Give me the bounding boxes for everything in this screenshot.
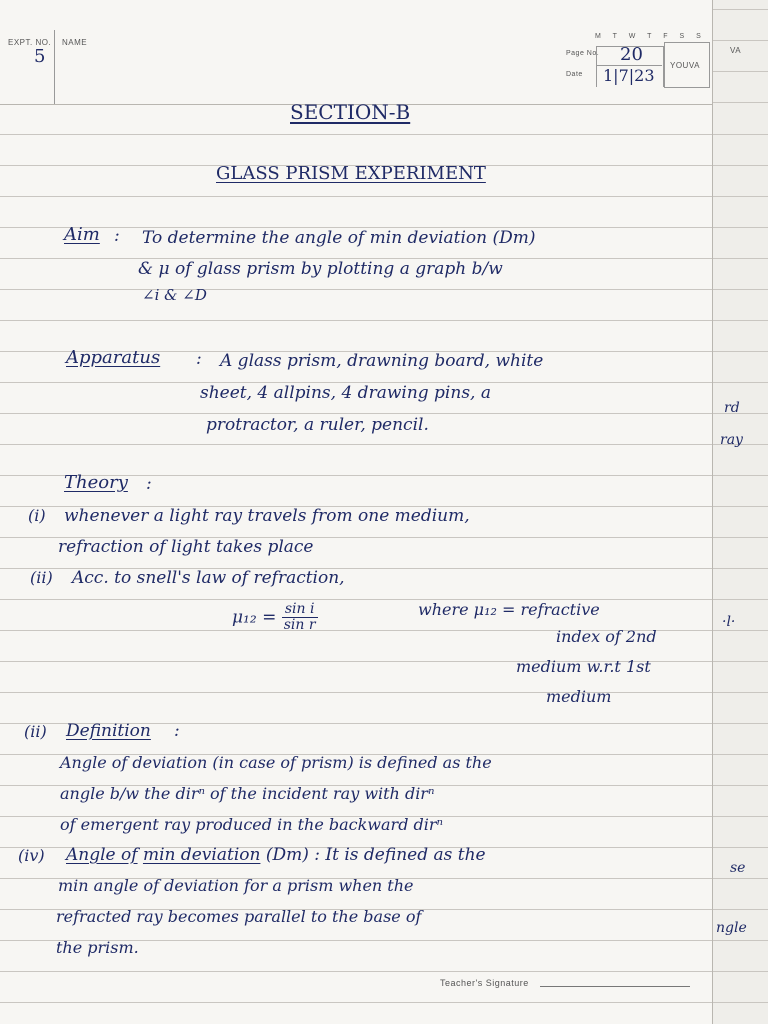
min-deviation-line-4: the prism. <box>56 938 139 957</box>
theory-item-i-marker: (i) <box>28 506 46 525</box>
page-no-label: Page No. <box>566 50 600 57</box>
definition-colon: : <box>174 721 180 741</box>
theory-item-ii-line-1: Acc. to snell's law of refraction, <box>72 568 345 588</box>
side-fragment-c: ·l· <box>722 614 736 630</box>
teacher-signature-label: Teacher's Signature <box>440 978 529 988</box>
date-value: 1|7|23 <box>603 66 655 85</box>
formula-denominator: sin r <box>283 617 316 634</box>
min-deviation-label-3: (Dm) : <box>265 845 320 865</box>
theory-colon: : <box>146 474 152 494</box>
section-title: SECTION-B <box>290 100 411 124</box>
definition-label: Definition <box>66 721 151 741</box>
page-number: 20 <box>620 44 643 65</box>
where-line-3: medium w.r.t 1st <box>516 657 651 676</box>
min-deviation-label-2: min deviation <box>142 845 261 865</box>
where-line-1: where μ₁₂ = refractive <box>418 600 600 619</box>
weekday-row: M T W T F S S <box>595 33 706 40</box>
min-deviation-line-2: min angle of deviation for a prism when the <box>58 876 414 895</box>
min-deviation-label-1: Angle of <box>66 845 138 865</box>
apparatus-label: Apparatus <box>66 347 161 368</box>
theory-item-i-line-1: whenever a light ray travels from one medium, <box>64 506 470 526</box>
header-divider <box>54 30 55 104</box>
name-label: NAME <box>62 38 88 47</box>
signature-line <box>540 986 690 987</box>
where-line-4: medium <box>546 687 612 706</box>
apparatus-line-2: sheet, 4 allpins, 4 drawing pins, a <box>200 383 491 403</box>
experiment-title: GLASS PRISM EXPERIMENT <box>216 163 486 184</box>
min-deviation-marker: (iv) <box>18 846 45 865</box>
min-deviation-line-1-rest: It is defined as the <box>325 845 486 865</box>
aim-label: Aim <box>64 224 100 245</box>
where-line-2: index of 2nd <box>556 627 657 646</box>
aim-line-2: & μ of glass prism by plotting a graph b/w <box>138 259 503 279</box>
adjacent-brand-label: VA <box>730 46 742 55</box>
formula-lhs: μ₁₂ = <box>232 607 277 628</box>
formula-fraction <box>282 602 318 634</box>
theory-item-ii-marker: (ii) <box>30 568 53 587</box>
definition-line-2: angle b/w the dirⁿ of the incident ray with dirⁿ <box>60 784 435 803</box>
expt-label: EXPT. NO. <box>8 38 52 47</box>
expt-number: 5 <box>34 46 46 67</box>
definition-line-1: Angle of deviation (in case of prism) is defined as the <box>60 753 492 772</box>
side-fragment-b: ray <box>720 432 743 448</box>
definition-marker: (ii) <box>24 722 47 741</box>
theory-item-i-line-2: refraction of light takes place <box>58 537 314 557</box>
side-fragment-a: rd <box>724 400 740 416</box>
side-fragment-d: se <box>730 860 746 876</box>
aim-line-1: To determine the angle of min deviation (Dm) <box>142 228 536 248</box>
brand-label: YOUVA <box>670 61 700 70</box>
theory-label: Theory <box>64 472 128 493</box>
aim-line-3: ∠i & ∠D <box>142 286 207 304</box>
definition-line-3: of emergent ray produced in the backward dirⁿ <box>60 815 444 834</box>
min-deviation-line-3: refracted ray becomes parallel to the base of <box>56 907 422 926</box>
min-deviation-heading <box>66 845 486 865</box>
side-fragment-e: ngle <box>716 920 747 936</box>
apparatus-line-3: protractor, a ruler, pencil. <box>206 415 429 435</box>
aim-colon: : <box>114 226 120 246</box>
apparatus-colon: : <box>196 349 202 369</box>
snell-formula <box>232 602 318 634</box>
formula-numerator: sin i <box>282 602 318 618</box>
apparatus-line-1: A glass prism, drawning board, white <box>220 351 544 371</box>
date-label: Date <box>566 71 583 78</box>
